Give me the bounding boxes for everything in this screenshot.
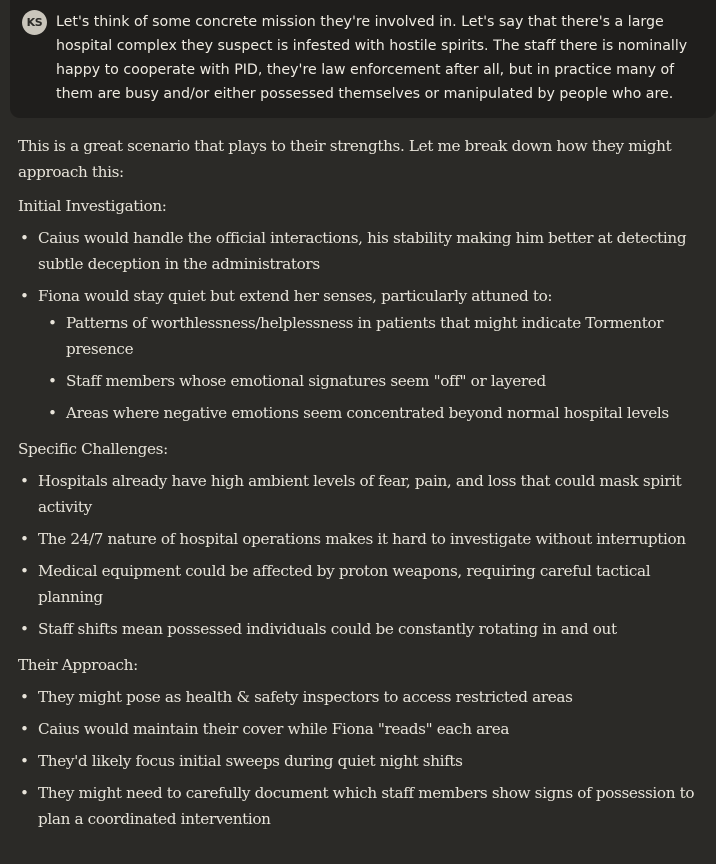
- list-item: • Caius would handle the official interactions, his stability making him better at detecting subtle deception in the administrators: [18, 225, 708, 277]
- user-message: [10, 0, 716, 118]
- list-item: • They might pose as health & safety inspectors to access restricted areas: [18, 684, 708, 710]
- response-intro: This is a great scenario that plays to their strengths. Let me break down how they might approach this:: [18, 137, 672, 181]
- user-avatar[interactable]: KS: [22, 10, 47, 35]
- assistant-response: [18, 133, 708, 842]
- their-approach-list: [18, 684, 708, 832]
- section-heading-specific-challenges: Specific Challenges:: [18, 440, 168, 458]
- list-item: • Hospitals already have high ambient levels of fear, pain, and loss that could mask spirit activity: [18, 468, 708, 520]
- section-heading-initial-investigation: Initial Investigation:: [18, 197, 167, 215]
- specific-challenges-list: [18, 468, 708, 642]
- list-item: • They'd likely focus initial sweeps during quiet night shifts: [18, 748, 708, 774]
- initial-investigation-list: [18, 225, 708, 426]
- list-item: • Caius would maintain their cover while Fiona "reads" each area: [18, 716, 708, 742]
- list-item: • The 24/7 nature of hospital operations makes it hard to investigate without interruption: [18, 526, 708, 552]
- list-item: • They might need to carefully document which staff members show signs of possession to plan a coordinated intervention: [18, 780, 708, 832]
- sublist-item: • Patterns of worthlessness/helplessness in patients that might indicate Tormentor presence: [46, 310, 708, 362]
- list-item: [18, 283, 708, 426]
- list-item-text: Fiona would stay quiet but extend her senses, particularly attuned to:: [38, 287, 553, 305]
- section-heading-their-approach: Their Approach:: [18, 656, 138, 674]
- senses-sublist: [46, 310, 708, 426]
- user-message-text: Let's think of some concrete mission they're involved in. Let's say that there's a large hospital complex they suspect is infested with hostile spirits. The staff there is nominally happy to cooperate with PID, they're law enforcement after all, but in practice many of them are busy and/or either possessed themselves or manipulated by people who are.: [56, 14, 688, 102]
- sublist-item: • Areas where negative emotions seem concentrated beyond normal hospital levels: [46, 400, 708, 426]
- list-item: • Staff shifts mean possessed individuals could be constantly rotating in and out: [18, 616, 708, 642]
- list-item: • Medical equipment could be affected by proton weapons, requiring careful tactical planning: [18, 558, 708, 610]
- sublist-item: • Staff members whose emotional signatures seem "off" or layered: [46, 368, 708, 394]
